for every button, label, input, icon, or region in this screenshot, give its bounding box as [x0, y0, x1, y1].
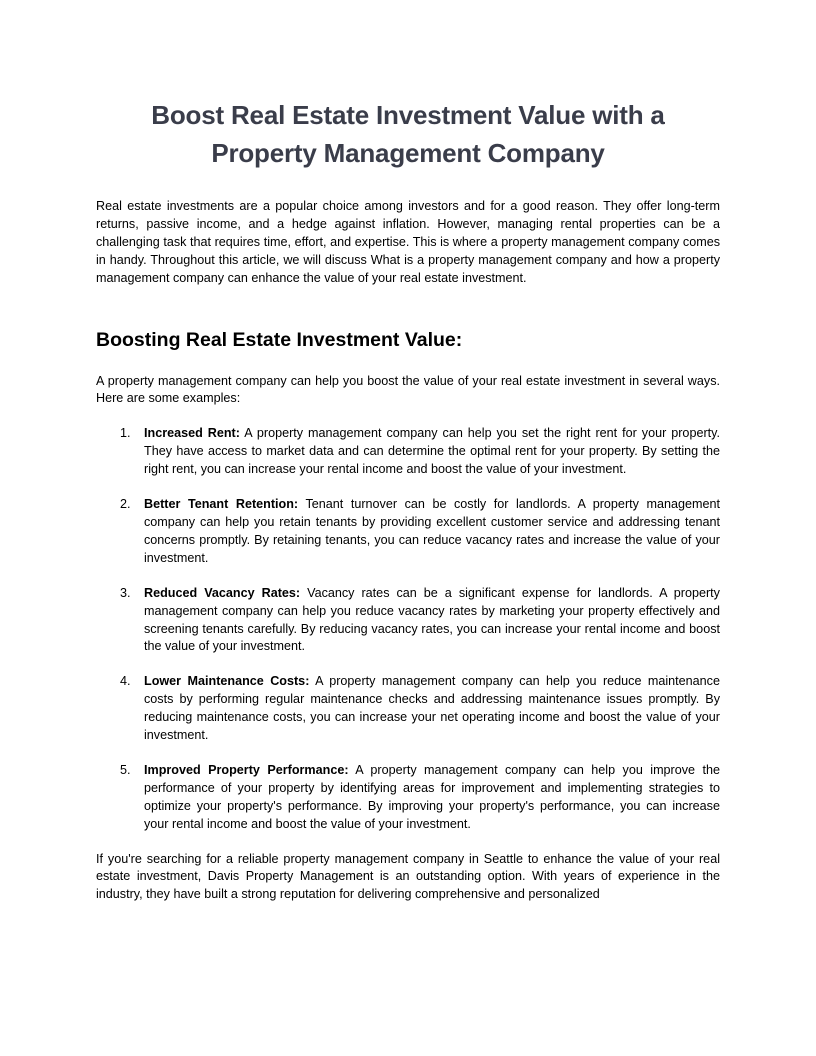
list-item-text: Vacancy rates can be a significant expense for landlords. A property management company can help you reduce vacancy rates by marketing your property effectively and screening tenants carefully. By reducing vacancy rates, you can increase your rental income and boost the value of your investment.	[144, 585, 720, 654]
document-page	[96, 96, 720, 904]
closing-paragraph: If you're searching for a reliable property management company in Seattle to enhance the value of your real estate investment, Davis Property Management is an outstanding option. With years of experience in the industry, they have built a strong reputation for delivering comprehensive and personalized	[96, 851, 720, 902]
list-item-text: A property management company can help you reduce maintenance costs by performing regular maintenance checks and addressing maintenance issues promptly. By reducing maintenance costs, you can increase your net operating income and boost the value of your investment.	[144, 674, 720, 743]
list-item-term: Better Tenant Retention:	[144, 497, 299, 512]
list-item-number: 2.	[120, 497, 131, 512]
benefits-list	[96, 425, 720, 833]
list-item-text: Tenant turnover can be costly for landlords. A property management company can help you retain tenants by providing excellent customer service and addressing tenant concerns promptly. By retaining tenants, you can reduce vacancy rates and increase the value of your investment.	[144, 497, 720, 565]
list-item	[96, 425, 720, 479]
list-item-term: Improved Property Performance:	[144, 762, 349, 777]
list-item-term: Lower Maintenance Costs:	[144, 674, 310, 689]
page-title-line-2: Property Management Company	[211, 138, 605, 168]
page-title	[96, 96, 720, 172]
intro-paragraph: Real estate investments are a popular choice among investors and for a good reason. They offer long-term returns, passive income, and a hedge against inflation. However, managing rental properties can be a challenging task that requires time, effort, and expertise. This is where a property management company comes in handy. Throughout this article, we will discuss What is a property management company and how a property management company can enhance the value of your real estate investment.	[96, 199, 720, 285]
list-item	[96, 762, 720, 834]
list-item	[96, 496, 720, 568]
list-item	[96, 673, 720, 745]
list-item-number: 4.	[120, 674, 131, 689]
list-item-term: Increased Rent:	[144, 426, 240, 441]
list-item-text: A property management company can help you improve the performance of your property by identifying areas for improvement and implementing strategies to optimize your property's performance. By improving your property's performance, you can increase your rental income and boost the value of your investment.	[144, 762, 720, 831]
list-item-term: Reduced Vacancy Rates:	[144, 585, 301, 600]
list-item-number: 5.	[120, 762, 131, 777]
page-title-line-1: Boost Real Estate Investment Value with a	[151, 100, 665, 130]
lead-paragraph: A property management company can help you boost the value of your real estate investment in several ways. Here are some examples:	[96, 373, 720, 406]
section-heading: Boosting Real Estate Investment Value:	[96, 328, 463, 351]
list-item-number: 1.	[120, 426, 131, 441]
list-item-text: A property management company can help you set the right rent for your property. They have access to market data and can determine the optimal rent for your property. By setting the right rent, you can increase your rental income and boost the value of your investment.	[144, 426, 721, 477]
list-item-number: 3.	[120, 585, 131, 600]
list-item	[96, 585, 720, 657]
